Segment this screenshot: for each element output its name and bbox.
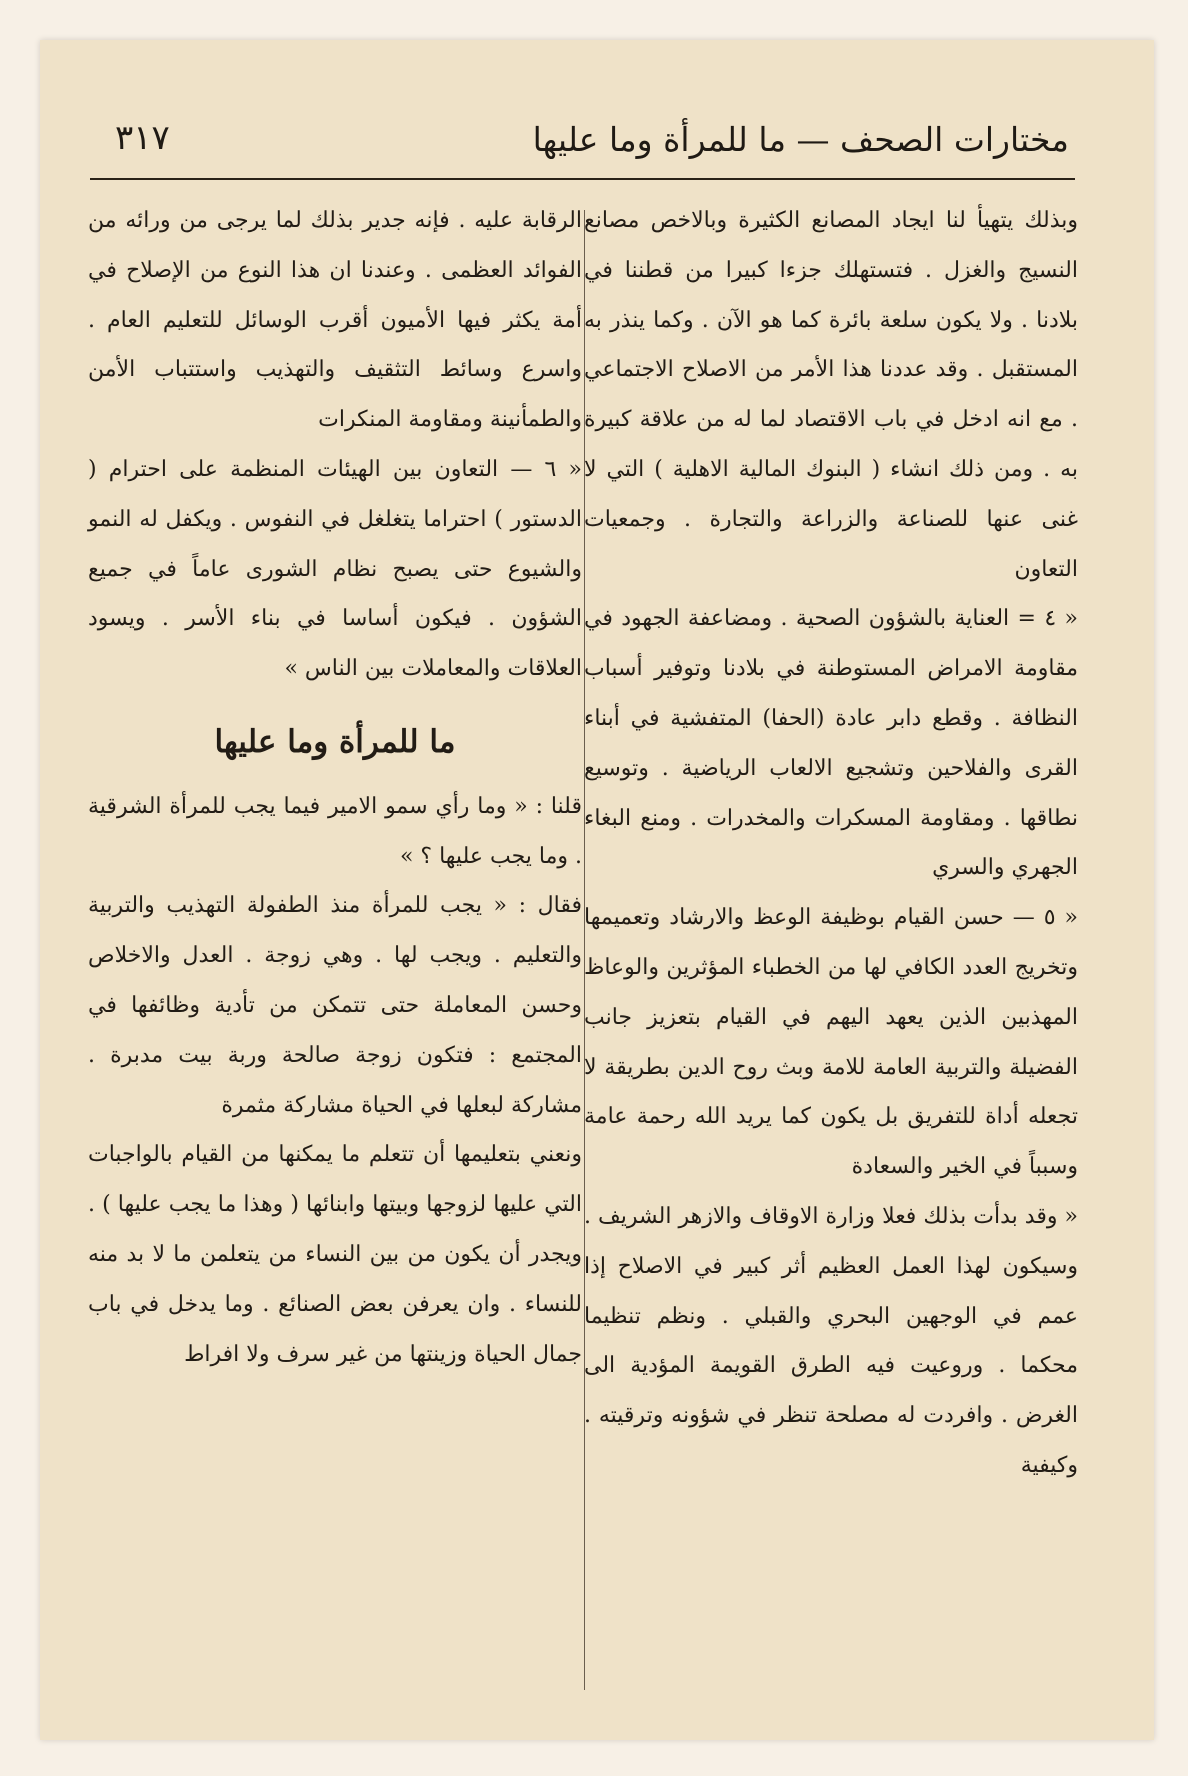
paragraph: فقال : « يجب للمرأة منذ الطفولة التهذيب والتربية والتعليم . ويجب لها . وهي زوجة . العدل والاخلاص وحسن المعاملة حتى تتمكن من تأدية وظائفها في المجتمع : فتكون زوجة صالحة وربة بيت مدبرة . مشاركة لبعلها في الحياة مشاركة مثمرة xyxy=(88,893,582,1118)
paragraph: « ٤ = العناية بالشؤون الصحية . ومضاعفة الجهود في مقاومة الامراض المستوطنة في بلادنا وتوفير أسباب النظافة . وقطع دابر عادة (الحفا) المتفشية في أبناء القرى والفلاحين وتشجيع الالعاب الرياضية . وتوسيع نطاقها . ومقاومة المسكرات والمخدرات . ومنع البغاء الجهري والسري xyxy=(584,606,1079,881)
paragraph: « ٦ — التعاون بين الهيئات المنظمة على احترام ( الدستور ) احتراما يتغلغل في النفوس . ويكفل له النمو والشيوع حتى يصبح نظام الشورى عاماً في جميع الشؤون . فيكون أساسا في بناء الأسر . ويسود العلاقات والمعاملات بين الناس » xyxy=(88,456,582,682)
page-header xyxy=(90,90,1075,180)
section-title: ما للمرأة وما عليها xyxy=(214,723,456,760)
paragraph: وبذلك يتهيأ لنا ايجاد المصانع الكثيرة وبالاخص مصانع النسيج والغزل . فتستهلك جزءا كبيرا من قطننا في بلادنا . ولا يكون سلعة بائرة كما هو الآن . وكما ينذر به المستقبل . وقد عددنا هذا الأمر من الاصلاح الاجتماعي . مع انه ادخل في باب الاقتصاد لما له من علاقة كبيرة به . ومن ذلك انشاء ( البنوك المالية الاهلية ) التي لا غنى عنها للصناعة والزراعة والتجارة . وجمعيات التعاون xyxy=(584,208,1078,582)
paragraph: « ٥ — حسن القيام بوظيفة الوعظ والارشاد وتعميمها وتخريج العدد الكافي لها من الخطباء المؤثرين والوعاظ المهذبين الذين يعهد اليهم في القيام بتعزيز جانب الفضيلة والتربية العامة للامة وبث روح الدين بطريقة لا تجعله أداة للتفريق بل يكون كما يريد الله رحمة عامة وسبباً في الخير والسعادة xyxy=(584,905,1078,1180)
page-body xyxy=(88,196,1078,1706)
paragraph: ونعني بتعليمها أن تتعلم ما يمكنها من القيام بالواجبات التي عليها لزوجها وبيتها وابنائها ( وهذا ما يجب عليها ) . ويجدر أن يكون من بين النساء من يتعلمن ما لا بد منه للنساء . وان يعرفن بعض الصنائع . وما يدخل في باب جمال الحياة وزينتها من غير سرف ولا افراط xyxy=(88,1142,582,1367)
page-number: ٣١٧ xyxy=(115,118,170,158)
paragraph: قلنا : « وما رأي سمو الامير فيما يجب للمرأة الشرقية . وما يجب عليها ؟ » xyxy=(88,793,582,869)
paragraph: « وقد بدأت بذلك فعلا وزارة الاوقاف والازهر الشريف . وسيكون لهذا العمل العظيم أثر كبير في الاصلاح إذا عمم في الوجهين البحري والقبلي . ونظم تنظيما محكما . وروعيت فيه الطرق القويمة المؤدية الى الغرض . وافردت له مصلحة تنظر في شؤونه وترقيته . وكيفية xyxy=(584,1203,1078,1478)
left-column xyxy=(88,196,582,1706)
paragraph: الرقابة عليه . فإنه جدير بذلك لما يرجى من ورائه من الفوائد العظمى . وعندنا ان هذا النوع من الإصلاح في أمة يكثر فيها الأميون أقرب الوسائل للتعليم العام . واسرع وسائط التثقيف والتهذيب واستتباب الأمن والطمأنينة ومقاومة المنكرات xyxy=(88,208,582,433)
column-divider xyxy=(584,210,585,1690)
right-column xyxy=(584,196,1078,1706)
running-title: مختارات الصحف — ما للمرأة وما عليها xyxy=(532,120,1069,159)
